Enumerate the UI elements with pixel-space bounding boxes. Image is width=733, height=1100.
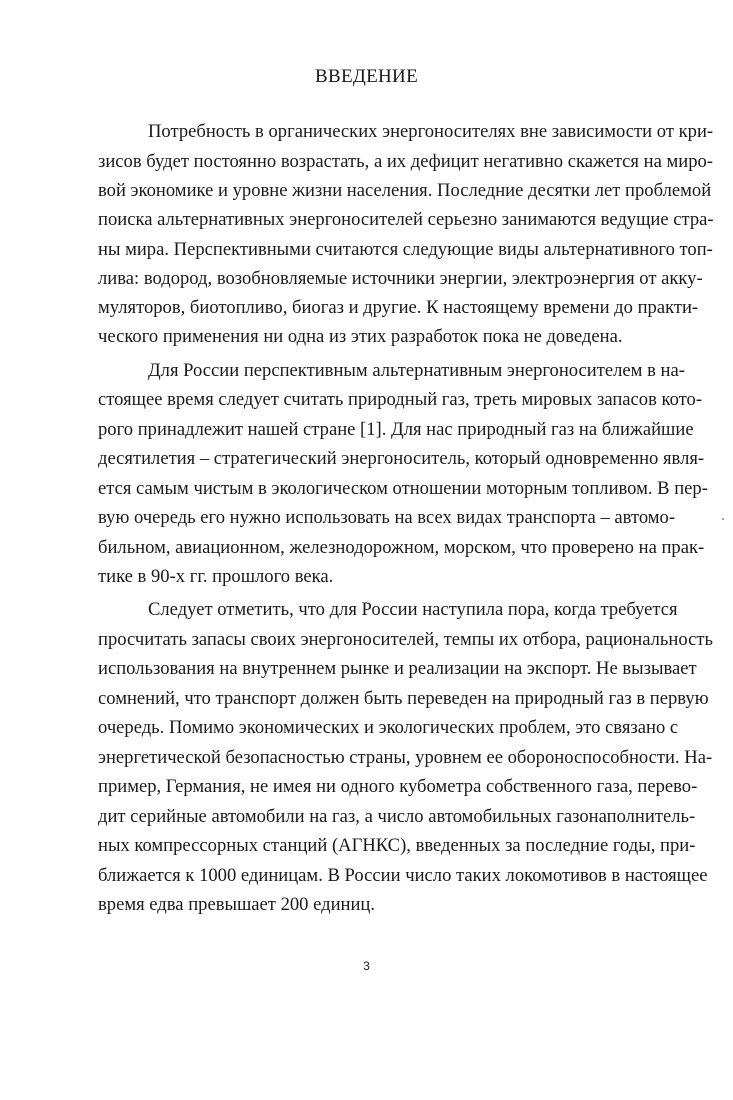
text-line: пример, Германия, не имея ни одного кубометра собственного газа, перево-	[98, 776, 698, 797]
text-line: время едва превышает 200 единиц.	[98, 894, 376, 915]
text-line: дит серийные автомобили на газ, а число автомобильных газонаполнитель-	[98, 806, 696, 827]
text-line: очередь. Помимо экономических и экологических проблем, это связано с	[98, 717, 679, 738]
text-line: ется самым чистым в экологическом отношении моторным топливом. В пер-	[98, 478, 708, 499]
text-line: ческого применения ни одна из этих разработок пока не доведена.	[98, 326, 623, 347]
text-line: Для России перспективным альтернативным энергоносителем в на-	[148, 360, 685, 381]
text-line: зисов будет постоянно возрастать, а их дефицит негативно скажется на миро-	[98, 151, 713, 172]
text-line: использования на внутреннем рынке и реализации на экспорт. Не вызывает	[98, 658, 697, 679]
page-title: ВВЕДЕНИЕ	[315, 66, 418, 87]
text-line: сомнений, что транспорт должен быть переведен на природный газ в первую	[98, 688, 709, 709]
text-line: поиска альтернативных энергоносителей серьезно занимаются ведущие стра-	[98, 209, 714, 230]
text-line: стоящее время следует считать природный газ, треть мировых запасов кото-	[98, 389, 703, 410]
text-line: вую очередь его нужно использовать на всех видах транспорта – автомо-	[98, 507, 676, 528]
text-line: энергетической безопасностью страны, уровнем ее обороноспособности. На-	[98, 747, 713, 768]
scan-speck	[722, 518, 724, 520]
text-line: тике в 90-х гг. прошлого века.	[98, 566, 334, 587]
text-line: рого принадлежит нашей стране [1]. Для нас природный газ на ближайшие	[98, 419, 694, 440]
text-line: Потребность в органических энергоносителях вне зависимости от кри-	[148, 121, 714, 142]
text-line: Следует отметить, что для России наступила пора, когда требуется	[148, 599, 678, 620]
text-line: ны мира. Перспективными считаются следующие виды альтернативного топ-	[98, 239, 713, 260]
text-line: десятилетия – стратегический энергоноситель, который одновременно явля-	[98, 448, 705, 469]
text-line: муляторов, биотопливо, биогаз и другие. К настоящему времени до практи-	[98, 297, 699, 318]
page-number: 3	[363, 959, 370, 973]
text-line: просчитать запасы своих энергоносителей, темпы их отбора, рациональность	[98, 629, 713, 650]
text-line: ближается к 1000 единицам. В России число таких локомотивов в настоящее	[98, 865, 708, 886]
text-line: лива: водород, возобновляемые источники энергии, электроэнергия от акку-	[98, 268, 703, 289]
text-line: бильном, авиационном, железнодорожном, морском, что проверено на прак-	[98, 537, 705, 558]
text-line: вой экономике и уровне жизни населения. Последние десятки лет проблемой	[98, 180, 712, 201]
text-line: ных компрессорных станций (АГНКС), введенных за последние годы, при-	[98, 835, 696, 856]
